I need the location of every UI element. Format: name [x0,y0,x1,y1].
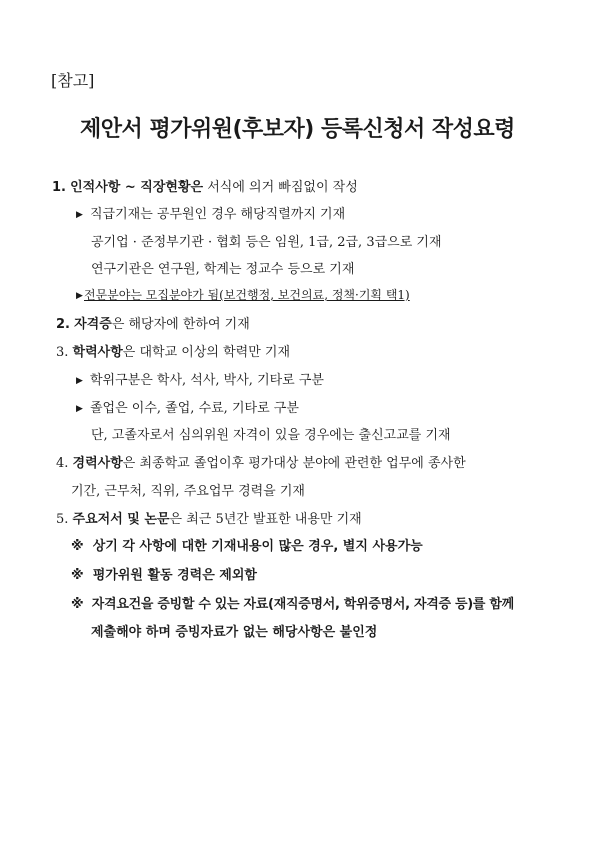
reference-mark: ※ [71,597,84,612]
note-3: ※ 자격요건을 증빙할 수 있는 자료(재직증명서, 학위증명서, 자격증 등)를 함께 [71,597,514,612]
item-heading: 인적사항 ~ 직장현황은 [70,180,204,195]
item-1-sub-2: ▶전문분야는 모집분야가 됨(보건행정, 보건의료, 정책·기획 택1) [76,288,410,302]
reference-label: [참고] [51,71,95,90]
item-number: 3. [56,345,69,360]
item-text: 은 대학교 이상의 학력만 기재 [122,345,291,360]
item-1-sub-1: ▶ 직급기재는 공무원인 경우 해당직렬까지 기재 [76,207,346,222]
item-4-cont: 기간, 근무처, 직위, 주요업무 경력을 기재 [71,484,305,499]
item-number: 2. [56,317,70,332]
item-1 [52,176,358,195]
item-3 [56,341,290,360]
item-text: 은 최근 5년간 발표한 내용만 기재 [169,512,362,527]
item-2 [56,313,250,332]
triangle-right-icon: ▶ [76,376,83,386]
item-heading: 주요저서 및 논문 [72,512,170,527]
item-3-sub-2: ▶ 졸업은 이수, 졸업, 수료, 기타로 구분 [76,401,299,416]
note-2: ※ 평가위원 활동 경력은 제외함 [71,568,257,583]
item-3-sub-2-cont: 단, 고졸자로서 심의위원 자격이 있을 경우에는 출신고교를 기재 [91,428,451,443]
item-heading: 자격증 [74,317,112,332]
page-title: 제안서 평가위원(후보자) 등록신청서 작성요령 [80,117,515,142]
triangle-right-icon: ▶ [76,404,83,414]
item-heading: 경력사항 [72,456,123,471]
note-3-cont: 제출해야 하며 증빙자료가 없는 해당사항은 불인정 [91,625,378,640]
reference-mark: ※ [71,539,84,554]
reference-mark: ※ [71,568,84,583]
note-1: ※ 상기 각 사항에 대한 기재내용이 많은 경우, 별지 사용가능 [71,539,423,554]
item-1-sub-1-cont-2: 연구기관은 연구원, 학계는 정교수 등으로 기재 [91,262,355,277]
triangle-right-icon: ▶ [76,210,83,220]
triangle-right-icon: ▶ [76,291,83,301]
item-heading: 학력사항 [72,345,123,360]
item-1-sub-1-cont-1: 공기업 · 준정부기관 · 협회 등은 임원, 1급, 2급, 3급으로 기재 [91,235,442,250]
item-5 [56,508,362,527]
item-number: 5. [56,512,69,527]
item-number: 4. [56,456,69,471]
item-3-sub-1: ▶ 학위구분은 학사, 석사, 박사, 기타로 구분 [76,373,324,388]
item-number: 1. [52,180,66,195]
item-text: 서식에 의거 빠짐없이 작성 [203,180,358,195]
item-4 [56,452,466,471]
item-text: 은 최종학교 졸업이후 평가대상 분야에 관련한 업무에 종사한 [122,456,466,471]
item-text: 은 해당자에 한하여 기재 [111,317,250,332]
